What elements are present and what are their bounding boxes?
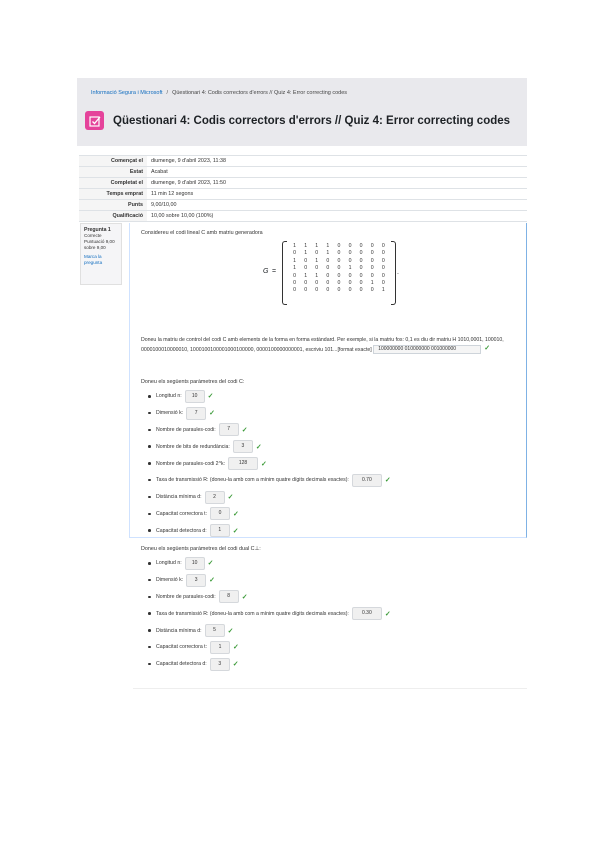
- list-item: [148, 605, 518, 622]
- list-item: [148, 555, 518, 572]
- matrix-cell: 0: [359, 279, 363, 286]
- matrix-cell: 0: [348, 272, 352, 279]
- summary-label: Estat: [79, 167, 147, 178]
- answer-field[interactable]: 0: [210, 507, 230, 520]
- parameter-label: Taxa de transmissió R: (doneu-la amb com a mínim quatre dígits decimals exactes):: [156, 610, 349, 617]
- page-header: [77, 78, 527, 146]
- answer-field[interactable]: 3: [210, 658, 230, 671]
- code-parameters-list: [148, 388, 518, 539]
- generator-matrix: [263, 241, 403, 305]
- matrix-cell: 0: [326, 279, 330, 286]
- dual-code-parameters-list: [148, 555, 518, 673]
- parameter-label: Longitud n:: [156, 393, 182, 400]
- matrix-cell: 0: [359, 243, 363, 249]
- parameter-label: Longitud n:: [156, 560, 182, 567]
- list-item: [148, 438, 518, 455]
- check-icon: ✓: [384, 610, 391, 618]
- parameter-label: Capacitat correctora t:: [156, 510, 208, 517]
- list-item: [148, 422, 518, 439]
- check-icon: ✓: [484, 345, 491, 353]
- section1-heading: Doneu els següents paràmetres del codi C:: [141, 379, 245, 385]
- matrix-cell: 0: [359, 265, 363, 272]
- breadcrumb: Informació Segura i Microsoft / Qüestionari 4: Codis correctors d'errors // Quiz 4: Error correcting codes: [91, 90, 348, 96]
- prompt-text: Doneu la matriu de control del codi C amb elements de la forma en forma estàndard. Per exemple, si la matriu fos: 0,1 es diu dir matriu H 1010,0001, 100010, 0000100010000010, 1000100100001000100000, 0000100000000001, escriviu 101...[format exacte]: [141, 337, 504, 353]
- list-item: [148, 589, 518, 606]
- matrix-cell: 0: [381, 272, 385, 279]
- check-icon: ✓: [207, 393, 214, 401]
- check-icon: ✓: [232, 527, 239, 535]
- parameter-label: Taxa de transmissió R: (doneu-la amb com a mínim quatre dígits decimals exactes):: [156, 477, 349, 484]
- matrix-cell: 1: [293, 265, 296, 272]
- check-icon: ✓: [227, 494, 234, 502]
- matrix-cell: 0: [304, 279, 308, 286]
- matrix-cell: 0: [326, 287, 330, 294]
- answer-field[interactable]: 0.30: [352, 607, 382, 620]
- matrix-cell: 1: [315, 243, 319, 249]
- matrix-cell: 1: [304, 250, 308, 257]
- check-icon: ✓: [384, 477, 391, 485]
- matrix-cell: 0: [370, 257, 374, 264]
- matrix-cell: 1: [293, 243, 296, 249]
- matrix-cell: 0: [381, 257, 385, 264]
- answer-field[interactable]: 3: [233, 440, 253, 453]
- summary-row: [79, 156, 527, 167]
- matrix-cell: 0: [348, 250, 352, 257]
- question-mark: Puntuació 9,00 sobre 9,00: [84, 239, 115, 250]
- check-icon: ✓: [255, 443, 262, 451]
- check-icon: ✓: [233, 510, 239, 518]
- right-bracket: [391, 241, 396, 305]
- matrix-cell: 0: [337, 250, 341, 257]
- matrix-cell: 0: [348, 287, 352, 294]
- matrix-cell: 0: [337, 272, 341, 279]
- parameter-label: Capacitat detectora d:: [156, 661, 207, 668]
- matrix-cell: 1: [304, 243, 308, 249]
- summary-label: Completat el: [79, 178, 147, 189]
- divider: [133, 688, 527, 689]
- list-item: [148, 639, 518, 656]
- check-icon: ✓: [233, 644, 239, 652]
- answer-field[interactable]: 10: [185, 557, 205, 570]
- matrix-cell: 0: [370, 287, 374, 294]
- answer-field[interactable]: 1: [210, 641, 230, 654]
- summary-value: Acabat: [147, 167, 527, 178]
- matrix-cell: 0: [359, 287, 363, 294]
- question-number: Pregunta 1: [84, 227, 111, 233]
- parameter-label: Nombre de paraules-codi:: [156, 426, 216, 433]
- matrix-cell: 0: [304, 287, 308, 294]
- matrix-cell: 0: [348, 243, 352, 249]
- answer-field[interactable]: 7: [219, 423, 239, 436]
- matrix-cell: 1: [381, 287, 385, 294]
- check-icon: ✓: [207, 560, 214, 568]
- answer-field[interactable]: 1: [210, 524, 230, 537]
- quiz-icon: [85, 111, 104, 130]
- list-item: [148, 506, 518, 523]
- matrix-cell: 0: [315, 250, 319, 257]
- matrix-cell: 0: [337, 243, 341, 249]
- matrix-cell: 0: [326, 272, 330, 279]
- attempt-summary-table: [79, 155, 527, 222]
- matrix-cell: 0: [293, 279, 296, 286]
- matrix-cell: 0: [370, 265, 374, 272]
- check-icon: ✓: [227, 627, 234, 635]
- matrix-cell: 0: [293, 250, 296, 257]
- left-bracket: [282, 241, 287, 305]
- list-item: [148, 656, 518, 673]
- matrix-cell: 1: [304, 272, 308, 279]
- matrix-cell: 0: [304, 257, 308, 264]
- matrix-cell: 0: [370, 250, 374, 257]
- answer-field[interactable]: 128: [228, 457, 258, 470]
- answer-field[interactable]: 10: [185, 390, 205, 403]
- summary-row: [79, 167, 527, 178]
- answer-field[interactable]: 3: [186, 574, 206, 587]
- list-item: [148, 572, 518, 589]
- parameter-label: Capacitat correctora t:: [156, 644, 208, 651]
- matrix-cell: 1: [326, 250, 330, 257]
- matrix-cell: 1: [315, 272, 319, 279]
- matrix-cell: 0: [348, 279, 352, 286]
- parameter-label: Nombre de paraules-codi 2^k:: [156, 460, 226, 467]
- check-icon: ✓: [241, 593, 248, 601]
- matrix-cell: 0: [337, 257, 341, 264]
- summary-row: [79, 200, 527, 211]
- matrix-cell: 1: [326, 243, 330, 249]
- summary-row: [79, 211, 527, 222]
- section2-heading: Doneu els següents paràmetres del codi dual C⊥:: [141, 546, 261, 552]
- summary-value: diumenge, 9 d'abril 2023, 11:38: [147, 156, 527, 167]
- summary-row: [79, 189, 527, 200]
- list-item: [148, 522, 518, 539]
- matrix-cell: 0: [348, 257, 352, 264]
- check-icon: ✓: [232, 661, 239, 669]
- check-icon: ✓: [209, 410, 215, 418]
- summary-value: 11 min 12 segons: [147, 189, 527, 200]
- matrix-cell: 1: [370, 279, 374, 286]
- parameter-label: Distància mínima d:: [156, 627, 202, 634]
- list-item: [148, 405, 518, 422]
- matrix-cell: 0: [381, 265, 385, 272]
- matrix-cell: 0: [315, 279, 319, 286]
- question-intro: Considereu el codi lineal C amb matriu generadora: [141, 230, 263, 236]
- matrix-cell: 0: [359, 272, 363, 279]
- answer-field[interactable]: 7: [186, 407, 206, 420]
- check-icon: ✓: [209, 577, 215, 585]
- list-item: [148, 388, 518, 405]
- list-item: [148, 489, 518, 506]
- matrix-cell: 0: [381, 250, 385, 257]
- matrix-cell: 0: [381, 279, 385, 286]
- answer-field[interactable]: 8: [219, 590, 239, 603]
- matrix-cell: 0: [337, 287, 341, 294]
- check-icon: ✓: [261, 460, 267, 468]
- control-matrix-prompt: [141, 337, 521, 354]
- matrix-cell: 0: [370, 272, 374, 279]
- matrix-cell: 0: [315, 265, 319, 272]
- parameter-label: Dimensió k:: [156, 577, 184, 584]
- matrix-cell: 0: [359, 257, 363, 264]
- matrix-cell: 0: [326, 257, 330, 264]
- matrix-cell: 0: [293, 287, 296, 294]
- matrix-label: G: [263, 268, 269, 275]
- list-item: [148, 622, 518, 639]
- matrix-cell: 0: [381, 243, 385, 249]
- summary-label: Qualificació: [79, 211, 147, 222]
- matrix-cell: 0: [337, 265, 341, 272]
- answer-field[interactable]: 0.70: [352, 474, 382, 487]
- question-state: Correcte: [84, 233, 102, 238]
- question-info-panel: [80, 223, 122, 285]
- parameter-label: Distància mínima d:: [156, 494, 202, 501]
- matrix-cell: 1: [293, 257, 296, 264]
- summary-label: Punts: [79, 200, 147, 211]
- equals-sign: =: [272, 268, 277, 275]
- matrix-cell: 0: [304, 265, 308, 272]
- list-item: [148, 455, 518, 472]
- matrix-cell: 0: [326, 265, 330, 272]
- matrix-cell: 0: [337, 279, 341, 286]
- matrix-cell: 0: [315, 287, 319, 294]
- parameter-label: Nombre de paraules-codi:: [156, 593, 216, 600]
- summary-row: [79, 178, 527, 189]
- summary-value: 9,00/10,00: [147, 200, 527, 211]
- answer-field[interactable]: 5: [205, 624, 225, 637]
- control-matrix-answer-field[interactable]: 100000000 010000000 001000000: [373, 345, 481, 354]
- matrix-cell: 0: [359, 250, 363, 257]
- summary-label: Començat el: [79, 156, 147, 167]
- page-title: Qüestionari 4: Codis correctors d'errors // Quiz 4: Error correcting codes: [113, 114, 511, 127]
- matrix-cell: 0: [293, 272, 296, 279]
- check-icon: ✓: [241, 426, 248, 434]
- summary-value: diumenge, 9 d'abril 2023, 11:50: [147, 178, 527, 189]
- matrix-period: .: [397, 269, 399, 276]
- matrix-cell: 1: [315, 257, 319, 264]
- breadcrumb-current[interactable]: Qüestionari 4: Codis correctors d'errors // Quiz 4: Error correcting codes: [172, 90, 348, 96]
- parameter-label: Capacitat detectora d:: [156, 527, 207, 534]
- matrix-grid: [289, 243, 389, 295]
- answer-field[interactable]: 2: [205, 491, 225, 504]
- matrix-cell: 1: [348, 265, 352, 272]
- summary-label: Temps emprat: [79, 189, 147, 200]
- matrix-cell: 0: [370, 243, 374, 249]
- list-item: [148, 472, 518, 489]
- summary-value: 10,00 sobre 10,00 (100%): [147, 211, 527, 222]
- flag-question-link[interactable]: Marca la pregunta: [84, 254, 103, 265]
- breadcrumb-course-link[interactable]: Informació Segura i Microsoft: [91, 90, 163, 96]
- parameter-label: Nombre de bits de redundància:: [156, 443, 230, 450]
- parameter-label: Dimensió k:: [156, 410, 184, 417]
